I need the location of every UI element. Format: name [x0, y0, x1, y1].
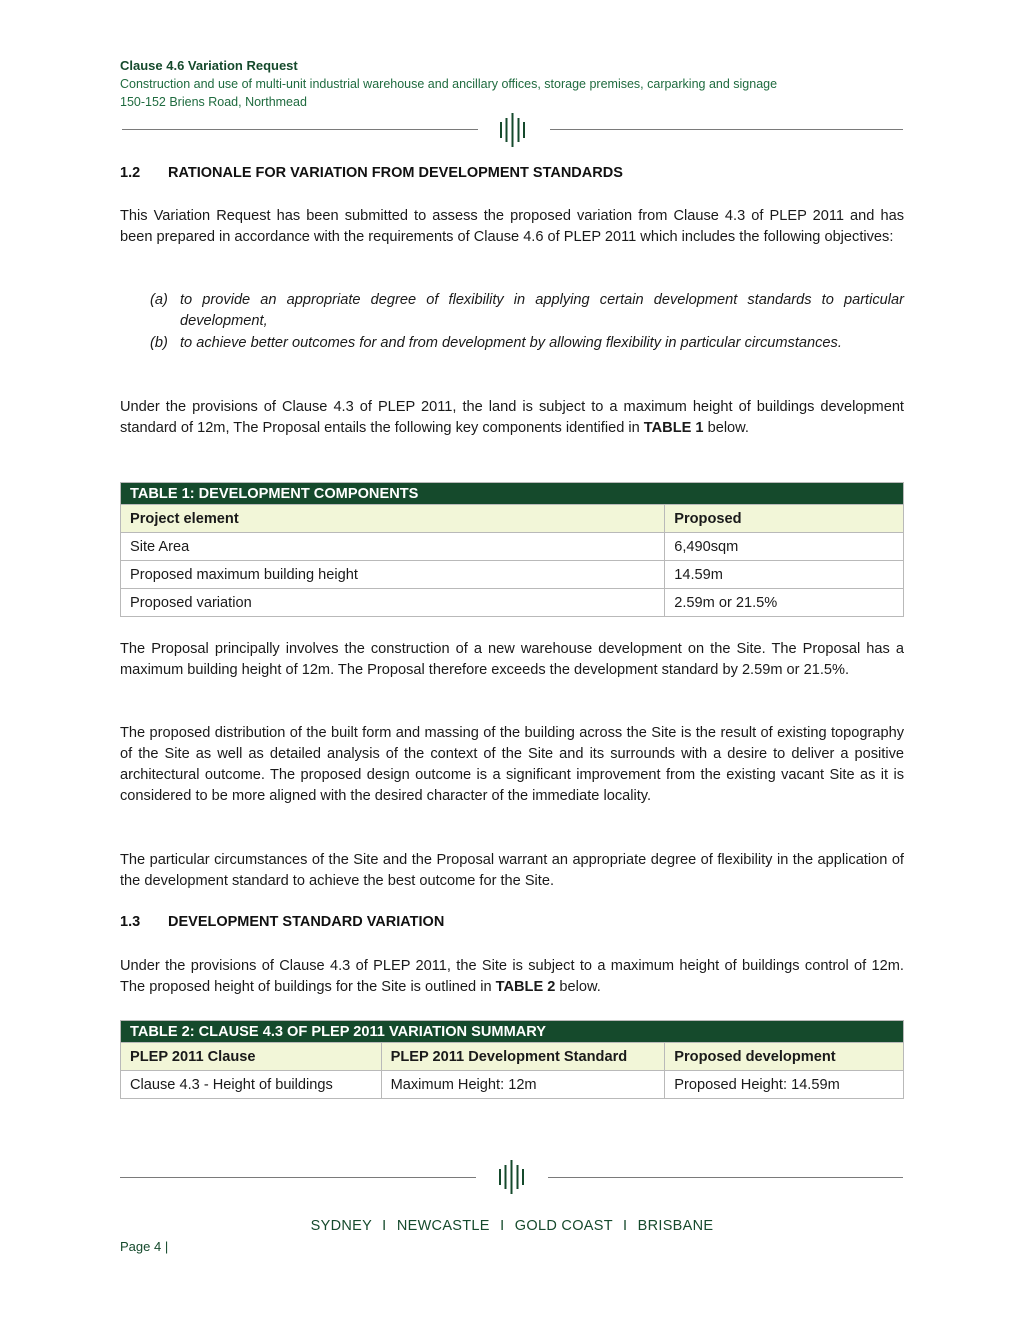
office-gold-coast: GOLD COAST	[514, 1218, 613, 1234]
section-title: RATIONALE FOR VARIATION FROM DEVELOPMENT STANDARDS	[168, 165, 623, 181]
section-heading-1-3	[120, 914, 444, 930]
footer-divider-right	[548, 1177, 903, 1178]
office-newcastle: NEWCASTLE	[396, 1218, 490, 1234]
table-row	[121, 533, 904, 561]
table-caption: TABLE 1: DEVELOPMENT COMPONENTS	[121, 483, 904, 505]
built-form-paragraph: The proposed distribution of the built form and massing of the building across the Site is the result of existing topography of the Site as well as detailed analysis of the context of the Site and its surrounds with a desire to deliver a positive architectural outcome. The proposed design outcome is a significant improvement from the existing vacant Site as it is considered to be more aligned with the desired character of the immediate locality.	[120, 725, 904, 804]
office-separator: I	[622, 1218, 628, 1234]
table-cell: 2.59m or 21.5%	[665, 589, 904, 617]
logo-mark-icon	[497, 1160, 527, 1194]
table-row	[121, 589, 904, 617]
section-number: 1.3	[120, 914, 141, 930]
column-header: Project element	[121, 505, 665, 533]
objective-b	[150, 333, 904, 354]
development-components-table	[120, 482, 904, 617]
intro-paragraph: This Variation Request has been submitted to assess the proposed variation from Clause 4.3 of PLEP 2011 and has been prepared in accordance with the requirements of Clause 4.6 of PLEP 2011 which includes the following objectives:	[120, 208, 904, 245]
office-sydney: SYDNEY	[310, 1218, 372, 1234]
table-reference: TABLE 2	[495, 979, 556, 995]
section-number: 1.2	[120, 165, 141, 181]
table-cell: Proposed Height: 14.59m	[665, 1071, 904, 1099]
table-cell: 6,490sqm	[665, 533, 904, 561]
height-control-paragraph	[120, 956, 904, 998]
document-title: Clause 4.6 Variation Request	[120, 58, 298, 73]
table-row	[121, 561, 904, 589]
table-cell: 14.59m	[665, 561, 904, 589]
office-locations	[0, 1218, 1024, 1234]
header-divider-right	[550, 129, 903, 130]
office-separator: I	[500, 1218, 505, 1234]
proposal-paragraph: The Proposal principally involves the construction of a new warehouse development on the Site. The Proposal has a maximum building height of 12m. The Proposal therefore exceeds the development standard by 2.59m or 21.5%.	[120, 641, 904, 678]
text-run: Under the provisions of Clause 4.3 of PLEP 2011, the land is subject to a maximum height of buildings development standard of 12m, The Proposal entails the following key components identified in	[120, 399, 904, 436]
table-cell: Proposed variation	[121, 589, 665, 617]
document-subtitle: Construction and use of multi-unit industrial warehouse and ancillary offices, storage premises, carparking and signage	[120, 77, 778, 91]
column-header: Proposed development	[665, 1043, 904, 1071]
page-number: Page 4 |	[120, 1239, 169, 1254]
table-row	[121, 1071, 904, 1099]
table-cell: Clause 4.3 - Height of buildings	[121, 1071, 382, 1099]
objective-label: (a)	[150, 292, 168, 308]
objective-text: to achieve better outcomes for and from development by allowing flexibility in particular circumstances.	[180, 335, 842, 351]
site-address: 150-152 Briens Road, Northmead	[120, 95, 307, 109]
height-standard-paragraph	[120, 397, 904, 439]
table-caption: TABLE 2: CLAUSE 4.3 OF PLEP 2011 VARIATION SUMMARY	[121, 1021, 904, 1043]
section-heading-1-2	[120, 165, 623, 181]
section-title: DEVELOPMENT STANDARD VARIATION	[168, 914, 445, 930]
column-header: Proposed	[665, 505, 904, 533]
header-divider-left	[122, 129, 478, 130]
table-cell: Proposed maximum building height	[121, 561, 665, 589]
objective-text: to provide an appropriate degree of flexibility in applying certain development standards to particular development,	[180, 292, 904, 329]
text-run: below.	[703, 420, 749, 436]
footer-divider-left	[120, 1177, 476, 1178]
text-run: Under the provisions of Clause 4.3 of PLEP 2011, the Site is subject to a maximum height of buildings control of 12m. The proposed height of buildings for the Site is outlined in	[120, 958, 904, 995]
objective-label: (b)	[150, 335, 168, 351]
logo-mark-icon	[498, 113, 528, 147]
objective-a	[150, 290, 904, 332]
variation-summary-table	[120, 1020, 904, 1099]
office-brisbane: BRISBANE	[637, 1218, 714, 1234]
table-cell: Site Area	[121, 533, 665, 561]
column-header: PLEP 2011 Clause	[121, 1043, 382, 1071]
table-reference: TABLE 1	[643, 420, 704, 436]
office-separator: I	[382, 1218, 387, 1234]
text-run: below.	[555, 979, 601, 995]
table-cell: Maximum Height: 12m	[381, 1071, 665, 1099]
circumstances-paragraph: The particular circumstances of the Site and the Proposal warrant an appropriate degree of flexibility in the application of the development standard to achieve the best outcome for the Site.	[120, 852, 904, 889]
column-header: PLEP 2011 Development Standard	[381, 1043, 665, 1071]
